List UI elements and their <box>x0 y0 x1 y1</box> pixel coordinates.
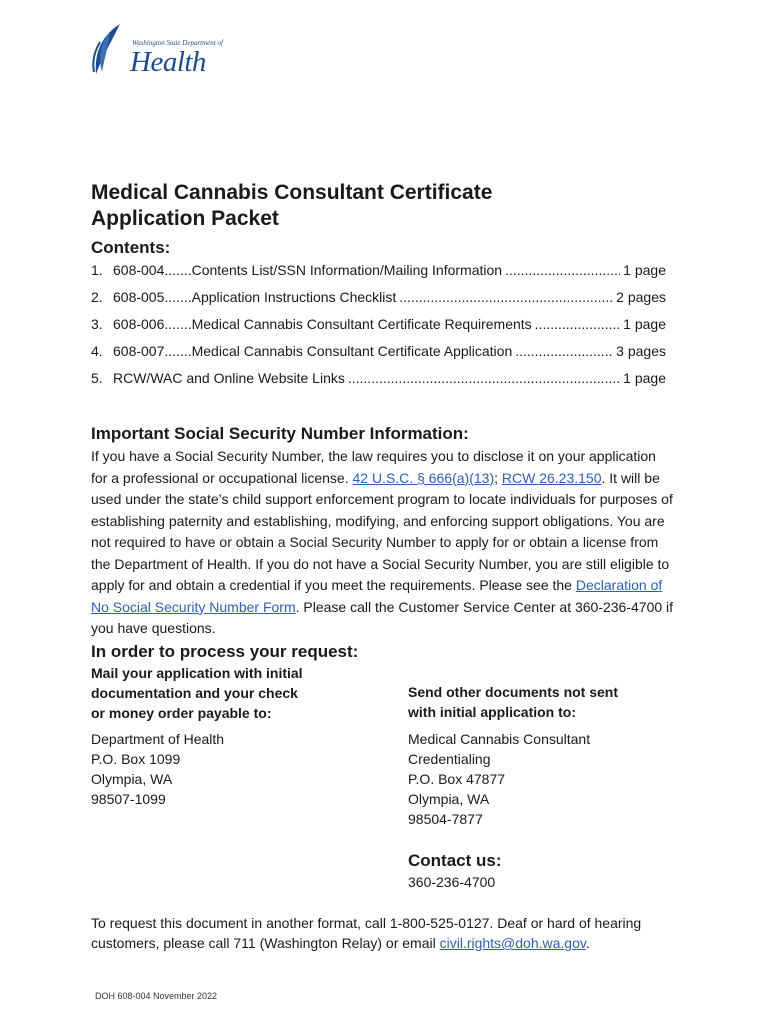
item-pages: 2 pages <box>616 289 666 305</box>
ssn-text-1: If you have a Social Security Number, the law requires you to disclose it on your application for a professional or occupational license. <box>91 448 656 486</box>
ssn-heading: Important Social Security Number Information: <box>91 424 469 443</box>
mail-heading-line: Mail your application with initial <box>91 665 303 681</box>
address-line: Olympia, WA <box>91 771 173 787</box>
other-address <box>408 729 590 829</box>
item-number: 3. <box>91 316 103 332</box>
contents-heading: Contents: <box>91 238 171 257</box>
contents-item <box>91 341 666 368</box>
feather-swoosh-icon <box>90 22 130 78</box>
ssn-text-3: . Please call the Customer Service Center at 360-236-4700 if you have questions. <box>91 598 674 636</box>
address-line: P.O. Box 47877 <box>408 771 506 787</box>
no-ssn-form-link[interactable]: Declaration of No Social Security Number Form <box>91 577 663 615</box>
contact-phone: 360-236-4700 <box>408 874 496 890</box>
item-number: 2. <box>91 289 103 305</box>
item-number: 1. <box>91 262 103 278</box>
item-label: 608-007.......Medical Cannabis Consultant Certificate Application <box>113 343 513 359</box>
item-label: 608-005.......Application Instructions Checklist <box>113 289 397 305</box>
item-number: 5. <box>91 370 103 386</box>
contents-list <box>91 260 666 395</box>
item-pages: 1 page <box>623 316 666 332</box>
address-line: Olympia, WA <box>408 791 490 807</box>
doh-logo <box>90 22 223 78</box>
dot-leader <box>515 341 613 361</box>
contents-item <box>91 260 666 287</box>
logo-tagline: Washington State Department of <box>132 39 223 47</box>
dot-leader <box>399 287 613 307</box>
item-pages: 1 page <box>623 262 666 278</box>
item-number: 4. <box>91 343 103 359</box>
address-line: Department of Health <box>91 731 225 747</box>
accessibility-end: . <box>585 935 590 951</box>
other-heading-line: Send other documents not sent <box>408 684 619 700</box>
accessibility-text: To request this document in another format, call 1-800-525-0127. Deaf or hard of hearing customers, please call 711 (Washington Relay) or email <box>91 915 642 951</box>
contents-item <box>91 368 666 395</box>
item-label: RCW/WAC and Online Website Links <box>113 370 345 386</box>
rcw-link[interactable]: RCW 26.23.150 <box>501 469 602 486</box>
usc-link[interactable]: 42 U.S.C. § 666(a)(13) <box>352 469 495 486</box>
logo-wordmark: Health <box>130 46 206 78</box>
address-line: Medical Cannabis Consultant <box>408 731 591 747</box>
accessibility-notice <box>91 913 676 953</box>
mail-heading-line: or money order payable to: <box>91 705 272 721</box>
mail-instructions <box>91 663 351 723</box>
document-footer: DOH 608-004 November 2022 <box>95 991 218 1001</box>
item-label: 608-006.......Medical Cannabis Consultant Certificate Requirements <box>113 316 532 332</box>
process-heading: In order to process your request: <box>91 642 359 661</box>
ssn-text-2: . It will be used under the state’s child support enforcement program to locate individuals for purposes of establishing paternity and establishing, modifying, and enforcing support obligations. You are not required to have or obtain a Social Security Number to apply for or obtain a license from the Department of Health. If you do not have a Social Security Number, you are still eligible to apply for and obtain a credential if you meet the requirements. Please see the <box>91 469 673 593</box>
title-line-2: Application Packet <box>91 207 279 230</box>
page-title <box>91 180 651 232</box>
ssn-separator: ; <box>494 469 502 486</box>
item-pages: 3 pages <box>616 343 666 359</box>
contents-item <box>91 287 666 314</box>
other-documents-instructions <box>408 682 668 722</box>
item-label: 608-004.......Contents List/SSN Information/Mailing Information <box>113 262 503 278</box>
mail-heading-line: documentation and your check <box>91 685 298 701</box>
civil-rights-email-link[interactable]: civil.rights@doh.wa.gov <box>439 935 586 951</box>
ssn-paragraph <box>91 446 676 640</box>
mail-address <box>91 729 224 809</box>
address-line: 98504-7877 <box>408 811 483 827</box>
address-line: 98507-1099 <box>91 791 166 807</box>
address-line: Credentialing <box>408 751 491 767</box>
dot-leader <box>505 260 620 280</box>
other-heading-line: with initial application to: <box>408 704 576 720</box>
contents-item <box>91 314 666 341</box>
dot-leader <box>535 314 621 334</box>
title-line-1: Medical Cannabis Consultant Certificate <box>91 181 493 204</box>
address-line: P.O. Box 1099 <box>91 751 181 767</box>
contact-heading: Contact us: <box>408 851 502 870</box>
dot-leader <box>348 368 620 388</box>
item-pages: 1 page <box>623 370 666 386</box>
